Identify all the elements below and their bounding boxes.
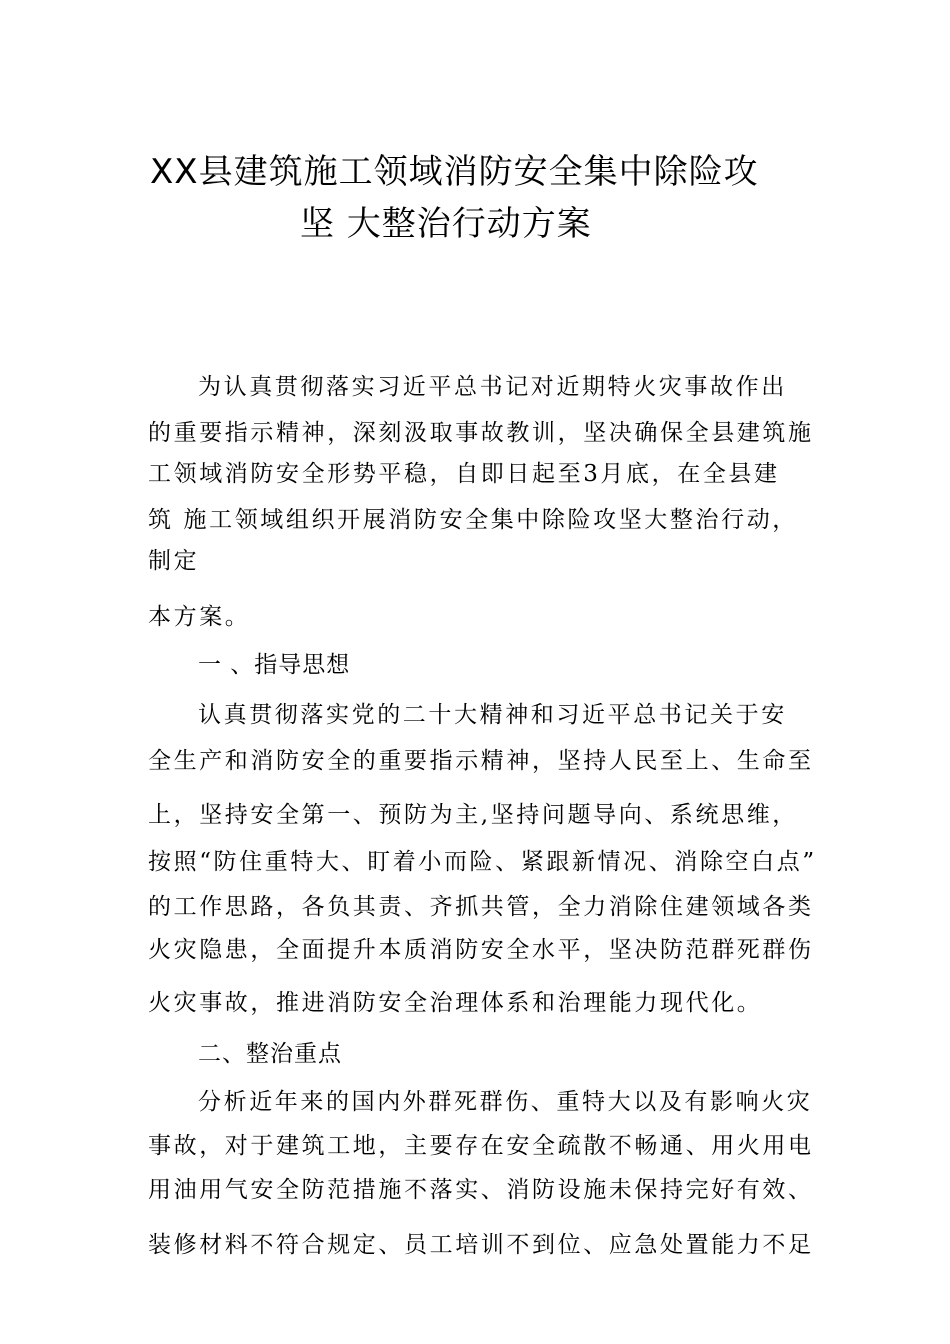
paragraph-line: 工领域消防安全形势平稳，自即日起至3月底，在全县建: [148, 461, 780, 487]
paragraph-line: 为认真贯彻落实习近平总书记对近期特火灾事故作出: [198, 374, 787, 400]
paragraph-line: 按照“防住重特大、盯着小而险、紧跟新情况、消除空白点”: [148, 849, 817, 875]
paragraph-line: 火灾事故，推进消防安全治理体系和治理能力现代化。: [148, 990, 763, 1016]
paragraph-line: 上，坚持安全第一、预防为主,坚持问题导向、系统思维，: [148, 802, 798, 828]
paragraph-line: 认真贯彻落实党的二十大精神和习近平总书记关于安: [198, 702, 787, 728]
paragraph-line: 装修材料不符合规定、员工培训不到位、应急处置能力不足: [148, 1232, 814, 1258]
section-heading-guiding-thought: 一 、指导思想: [198, 652, 351, 678]
paragraph-line: 本方案。: [148, 604, 251, 630]
document-title-line-2: 坚 大整治行动方案: [300, 204, 592, 244]
paragraph-line: 分析近年来的国内外群死群伤、重特大以及有影响火灾: [198, 1089, 813, 1115]
paragraph-line: 筑 施工领域组织开展消防安全集中除险攻坚大整治行动，: [148, 507, 798, 533]
paragraph-line: 火灾隐患，全面提升本质消防安全水平，坚决防范群死群伤: [148, 937, 814, 963]
paragraph-line: 的工作思路，各负其责、齐抓共管，全力消除住建领域各类: [148, 894, 814, 920]
paragraph-line: 的重要指示精神，深刻汲取事故教训，坚决确保全县建筑施: [148, 420, 814, 446]
paragraph-line: 全生产和消防安全的重要指示精神，坚持人民至上、生命至: [148, 748, 814, 774]
paragraph-line: 制定: [148, 548, 200, 574]
paragraph-line: 用油用气安全防范措施不落实、消防设施未保持完好有效、: [148, 1177, 814, 1203]
section-heading-rectification-focus: 二、整治重点: [198, 1041, 342, 1067]
document-title-line-1: XX县建筑施工领域消防安全集中除险攻: [150, 152, 759, 192]
paragraph-line: 事故，对于建筑工地，主要存在安全疏散不畅通、用火用电: [148, 1133, 814, 1159]
